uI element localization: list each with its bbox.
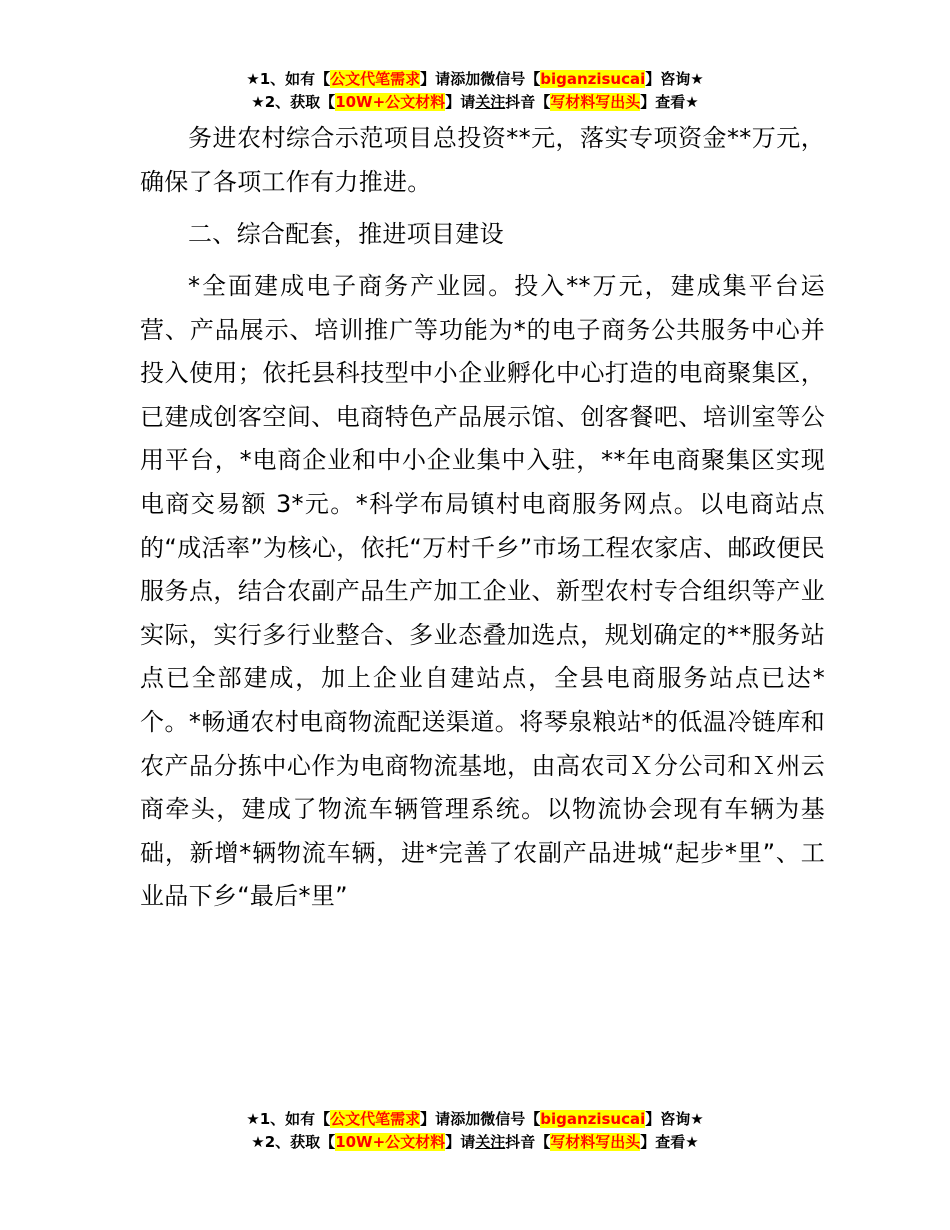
highlight-wechat-id: biganzisucai: [540, 70, 646, 88]
highlight-wechat-id: biganzisucai: [540, 1110, 646, 1128]
highlight-document-materials: 10W+公文材料: [335, 93, 446, 111]
notice-prefix: ★2、获取【: [251, 93, 336, 111]
notice-suffix: 】查看★: [640, 93, 699, 111]
body-paragraph-1: 务进农村综合示范项目总投资**元，落实专项资金**万元，确保了各项工作有力推进。: [140, 124, 825, 196]
highlight-douyin-account: 写材料写出头: [550, 93, 641, 111]
notice-text: 】请: [420, 70, 451, 88]
header-notice: [0, 68, 950, 114]
section-heading: 二、综合配套，推进项目建设: [188, 219, 504, 248]
header-notice-line-1: [0, 68, 950, 91]
highlight-document-materials: 10W+公文材料: [335, 1133, 446, 1151]
document-body: [140, 117, 825, 927]
highlight-ghostwriting-demand: 公文代笔需求: [330, 70, 421, 88]
notice-emphasis: 关注: [475, 1133, 506, 1151]
notice-suffix: 】查看★: [640, 1133, 699, 1151]
highlight-douyin-account: 写材料写出头: [550, 1133, 641, 1151]
notice-text: 】请: [445, 1133, 476, 1151]
highlight-ghostwriting-demand: 公文代笔需求: [330, 1110, 421, 1128]
notice-suffix: 】咨询★: [645, 1110, 704, 1128]
notice-text: 微信号【: [480, 70, 541, 88]
notice-text: 抖音【: [505, 1133, 551, 1151]
notice-emphasis: 关注: [475, 93, 506, 111]
notice-prefix: ★2、获取【: [251, 1133, 336, 1151]
notice-emphasis: 添加: [450, 70, 481, 88]
notice-prefix: ★1、如有【: [246, 1110, 331, 1128]
body-paragraph-2: *全面建成电子商务产业园。投入**万元，建成集平台运营、产品展示、培训推广等功能为*的电子商务公共服务中心并投入使用；依托县科技型中小企业孵化中心打造的电商聚集区，已建成创客空间、电商特色产品展示馆、创客餐吧、培训室等公用平台，*电商企业和中小企业集中入驻，**年电商聚集区实现电商交易额 3*元。*科学布局镇村电商服务网点。以电商站点的“成活率”为核心，依托“万村千乡”市场工程农家店、邮政便民服务点，结合农副产品生产加工企业、新型农村专合组织等产业实际，实行多行业整合、多业态叠加选点，规划确定的**服务站点已全部建成，加上企业自建站点，全县电商服务站点已达*个。*畅通农村电商物流配送渠道。将琴泉粮站*的低温冷链库和农产品分拣中心作为电商物流基地，由高农司Ｘ分公司和Ｘ州云商牵头，建成了物流车辆管理系统。以物流协会现有车辆为基础，新增*辆物流车辆，进*完善了农副产品进城“起步*里”、工业品下乡“最后*里”: [140, 271, 825, 911]
footer-notice-line-2: [0, 1131, 950, 1154]
header-notice-line-2: [0, 91, 950, 114]
footer-notice-line-1: [0, 1108, 950, 1131]
notice-text: 抖音【: [505, 93, 551, 111]
notice-text: 微信号【: [480, 1110, 541, 1128]
notice-text: 】请: [445, 93, 476, 111]
notice-suffix: 】咨询★: [645, 70, 704, 88]
notice-prefix: ★1、如有【: [246, 70, 331, 88]
footer-notice: [0, 1108, 950, 1154]
notice-emphasis: 添加: [450, 1110, 481, 1128]
notice-text: 】请: [420, 1110, 451, 1128]
